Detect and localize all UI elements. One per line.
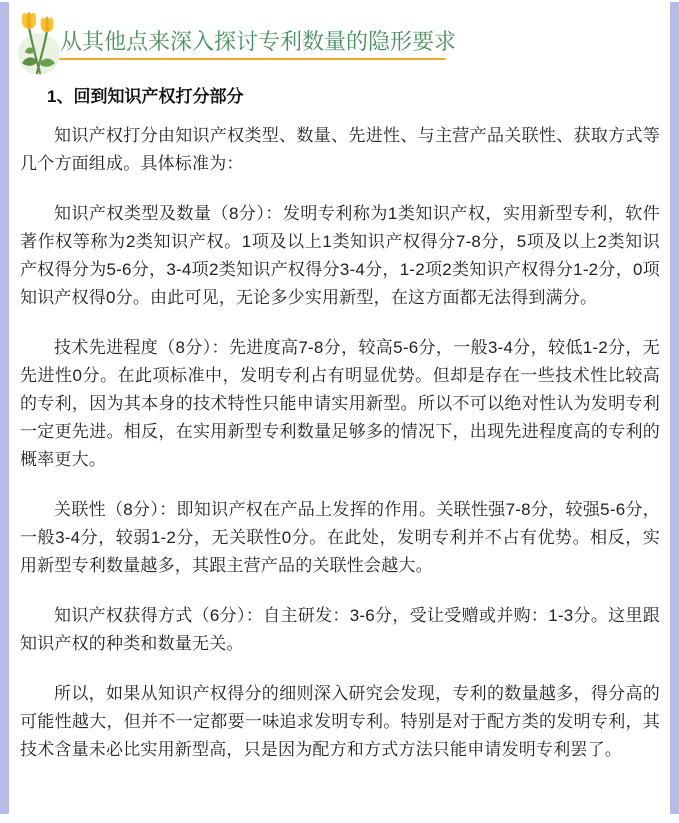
- page-title: 从其他点来深入探讨专利数量的隐形要求: [60, 29, 457, 54]
- tulip-flowers-icon: [16, 10, 62, 78]
- article-header: [0, 0, 679, 81]
- subsection-heading: 1、回到知识产权打分部分: [47, 87, 244, 106]
- article-body: [0, 83, 679, 764]
- paragraph: 知识产权打分由知识产权类型、数量、先进性、与主营产品关联性、获取方式等几个方面组成。具体标准为：: [20, 126, 660, 173]
- left-edge-stripe: [0, 2, 9, 814]
- paragraph: 所以，如果从知识产权得分的细则深入研究会发现，专利的数量越多，得分高的可能性越大，但并不一定都要一味追求发明专利。特别是对于配方类的发明专利，其技术含量未必比实用新型高，只是因为配方和方式方法只能申请发明专利罢了。: [20, 684, 660, 759]
- right-edge-stripe: [670, 2, 679, 814]
- paragraph: 知识产权获得方式（6分）：自主研发：3-6分，受让受赠或并购：1-3分。这里跟知识产权的种类和数量无关。: [20, 606, 660, 653]
- title-underline: [44, 58, 446, 60]
- paragraph: 知识产权类型及数量（8分）：发明专利称为1类知识产权，实用新型专利，软件著作权等称为2类知识产权。1项及以上1类知识产权得分7-8分，5项及以上2类知识产权得分为5-6分，3-4项2类知识产权得分3-4分，1-2项2类知识产权得分1-2分，0项知识产权得0分。由此可见，无论多少实用新型，在这方面都无法得到满分。: [20, 204, 660, 307]
- paragraph: 关联性（8分）：即知识产权在产品上发挥的作用。关联性强7-8分，较强5-6分，一般3-4分，较弱1-2分，无关联性0分。在此处，发明专利并不占有优势。相反，实用新型专利数量越多，其跟主营产品的关联性会越大。: [20, 500, 660, 575]
- paragraph: 技术先进程度（8分）：先进度高7-8分，较高5-6分，一般3-4分，较低1-2分，无先进性0分。在此项标准中，发明专利占有明显优势。但却是存在一些技术性比较高的专利，因为其本身的技术特性只能申请实用新型。所以不可以绝对性认为发明专利一定更先进。相反，在实用新型专利数量足够多的情况下，出现先进程度高的专利的概率更大。: [20, 338, 660, 469]
